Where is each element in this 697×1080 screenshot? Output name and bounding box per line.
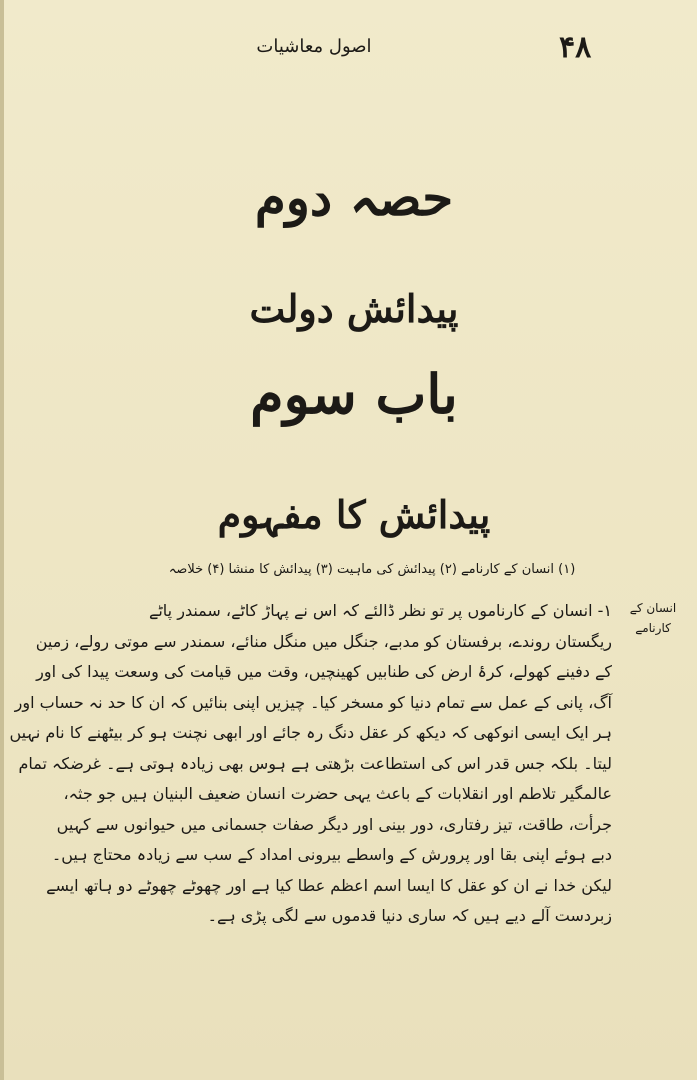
body-line: ریگستان روندے، برفستان کو مدبے، جنگل میں منگل منائے، سمندر سے موتی رولے، زمین xyxy=(35,631,612,651)
body-line: آگ، پانی کے عمل سے تمام دنیا کو مسخر کیا۔ چیزیں اپنی بنائیں کہ ان کا حد نہ حساب اور xyxy=(14,692,612,712)
subtopic-heading: پیدائش کا مفہوم xyxy=(217,492,491,537)
margin-note: انسان کے کارنامے xyxy=(629,601,677,635)
body-line: زبردست آلے دیے ہیں کہ ساری دنیا قدموں سے لگی پڑی ہے۔ xyxy=(207,906,612,925)
body-line: دبے ہوئے اپنی بقا اور پرورش کے واسطے بیرونی امداد کے سب سے زیادہ محتاج ہیں۔ xyxy=(51,845,612,864)
body-line: ہر ایک ایسی انوکھی کہ دیکھ کر عقل دنگ رہ جائے اور ابھی نچنت ہو کر بیٹھنے کا نام نہیں xyxy=(9,723,612,742)
body-paragraph xyxy=(9,596,612,932)
chapter-contents: (۱) انسان کے کارنامے (۲) پیدائش کی ماہیت (۳) پیدائش کا منشا (۴) خلاصہ xyxy=(168,562,576,577)
page-number: ۴۸ xyxy=(559,30,592,65)
body-line: جرأت، طاقت، تیز رفتاری، دور بینی اور دیگر صفات جسمانی میں حیوانوں سے کہیں xyxy=(56,814,612,834)
running-title: اصول معاشیات xyxy=(256,36,372,57)
body-line: لیکن خدا نے ان کو عقل کا ایسا اسم اعظم عطا کیا ہے اور چھوٹے چھوٹے دو ہاتھ ایسے xyxy=(46,875,612,895)
part-heading: حصہ دوم xyxy=(254,168,454,227)
body-line: عالمگیر تلاطم اور انقلابات کے باعث یہی حضرت انسان ضعیف البنیان ہیں جو جثہ، xyxy=(63,784,612,803)
body-line: لیتا۔ بلکہ جس قدر اس کی استطاعت بڑھتی ہے ہوس بھی زیادہ ہوتی ہے۔ غرضکہ تمام xyxy=(18,753,612,773)
chapter-heading: باب سوم xyxy=(250,362,458,426)
body-line: کے دفینے کھولے، کرۂ ارض کی طنابیں کھینچیں، وقت میں قیامت کی وسعت پیدا کی اور xyxy=(36,662,612,681)
body-line: ۱- انسان کے کارناموں پر تو نظر ڈالئے کہ اس نے پہاڑ کاٹے، سمندر پاٹے xyxy=(148,601,612,620)
page-header xyxy=(44,26,657,66)
topic-heading: پیدائش دولت xyxy=(249,286,459,331)
